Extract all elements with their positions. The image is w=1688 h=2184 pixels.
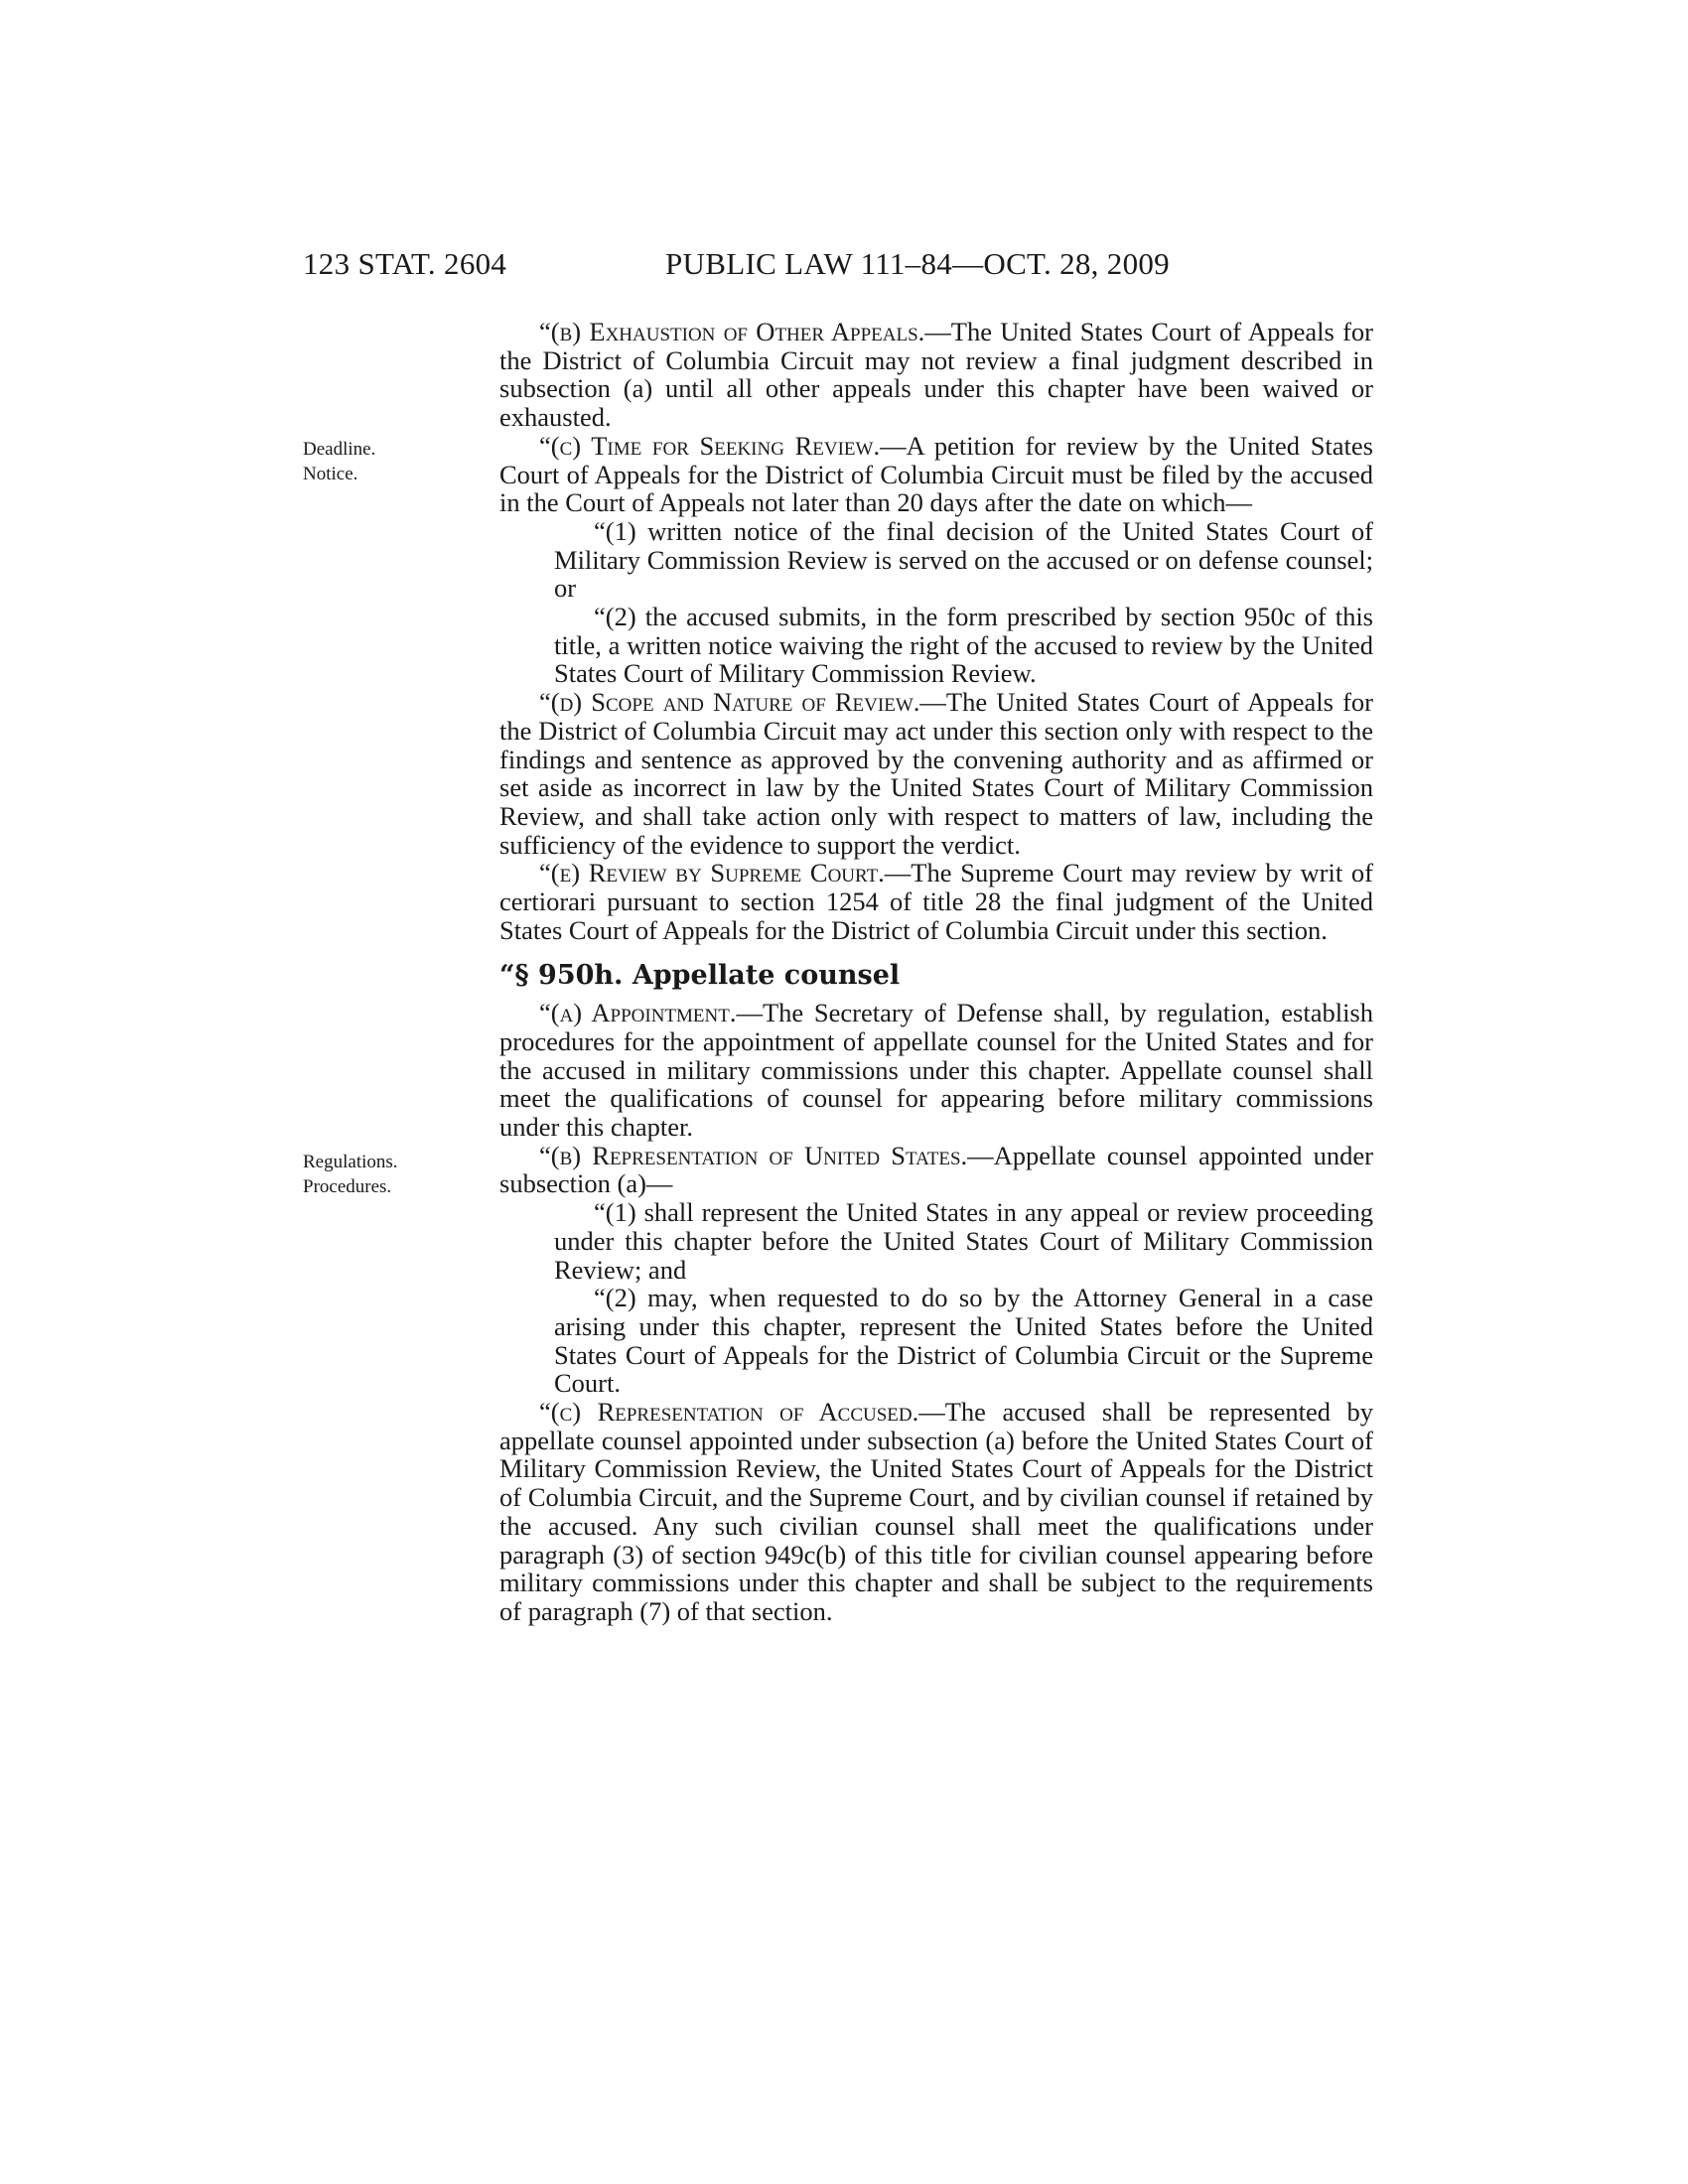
document-body	[499, 318, 1373, 1626]
subsection-text: —The United States Court of Appeals for the District of Columbia Circuit may act under this section only with respect to the findings and sentence as approved by the convening authority and as affirmed or set aside as incorrect in law by the United States Court of Military Commission Review, and shall take action only with respect to matters of law, including the sufficiency of the evidence to support the verdict.	[499, 687, 1373, 860]
margin-note-line: Deadline.	[303, 439, 376, 460]
subsection-heading: “(b) Representation of United States.	[539, 1140, 968, 1170]
subsection-text: —Appellate counsel appointed under subsection (a)—	[499, 1140, 1373, 1199]
margin-note-line: Procedures.	[303, 1176, 392, 1197]
subsection-c	[499, 432, 1373, 517]
subsection-heading: “(d) Scope and Nature of Review.	[539, 687, 920, 718]
running-title: PUBLIC LAW 111–84—OCT. 28, 2009	[665, 246, 1170, 281]
statute-page-number: 123 STAT. 2604	[303, 246, 507, 281]
subsection-heading: “(a) Appointment.	[539, 998, 737, 1028]
paragraph-b1: “(1) shall represent the United States in any appeal or review proceeding under this chapter before the United States Court of Military Commission Review; and	[554, 1197, 1373, 1285]
section-heading: “§ 950h. Appellate counsel	[499, 960, 901, 992]
margin-note-line: Regulations.	[303, 1152, 398, 1172]
subsection-b	[499, 318, 1373, 432]
paragraph-b2: “(2) may, when requested to do so by the Attorney General in a case arising under this chapter, represent the United States before the United States Court of Appeals for the District of Columbia Circuit or the Supreme Court.	[554, 1283, 1373, 1399]
subsection-heading: “(b) Exhaustion of Other Appeals.	[539, 317, 925, 346]
subsection-text: —The accused shall be represented by appellate counsel appointed under subsection (a) before the United States Court of Military Commission Review, the United States Court of Appeals for the District of Columbia Circuit, and the Supreme Court, and by civilian counsel if retained by the accused. Any such civilian counsel shall meet the qualifications under paragraph (3) of section 949c(b) of this title for civilian counsel appearing before military commissions under this chapter and shall be subject to the requirements of paragraph (7) of that section.	[499, 1397, 1374, 1626]
subsection-heading: “(e) Review by Supreme Court.	[539, 858, 885, 888]
subsection-heading: “(c) Time for Seeking Review.	[539, 430, 881, 461]
margin-note-regulations	[303, 1150, 452, 1199]
paragraph-c1: “(1) written notice of the final decision of the United States Court of Military Commission Review is served on the accused or on defense counsel; or	[554, 515, 1373, 604]
subsection-a-appointment	[499, 999, 1373, 1142]
subsection-c-representation-accused	[499, 1398, 1373, 1626]
margin-note-line: Notice.	[303, 464, 358, 484]
subsection-text: —The Secretary of Defense shall, by regulation, establish procedures for the appointment of appellate counsel for the United States and for the accused in military commissions under this chapter. Appellate counsel shall meet the qualifications of counsel for appearing before military commissions under this chapter.	[499, 998, 1373, 1142]
subsection-e	[499, 859, 1373, 944]
subsection-heading: “(c) Representation of Accused.	[539, 1397, 919, 1428]
subsection-d	[499, 688, 1373, 859]
margin-note-deadline	[303, 437, 452, 486]
page-header	[303, 246, 1375, 286]
subsection-b-representation-us	[499, 1142, 1373, 1198]
subsection-text: —The Supreme Court may review by writ of certiorari pursuant to section 1254 of title 28 the final judgment of the United States Court of Appeals for the District of Columbia Circuit under this section.	[499, 858, 1373, 945]
paragraph-c2: “(2) the accused submits, in the form prescribed by section 950c of this title, a written notice waiving the right of the accused to review by the United States Court of Military Commission Review.	[554, 602, 1373, 689]
subsection-text: —A petition for review by the United States Court of Appeals for the District of Columbia Circuit must be filed by the accused in the Court of Appeals not later than 20 days after the date on which—	[499, 430, 1373, 518]
subsection-text: —The United States Court of Appeals for the District of Columbia Circuit may not review a final judgment described in subsection (a) until all other appeals under this chapter have been waived or exhausted.	[499, 317, 1373, 433]
